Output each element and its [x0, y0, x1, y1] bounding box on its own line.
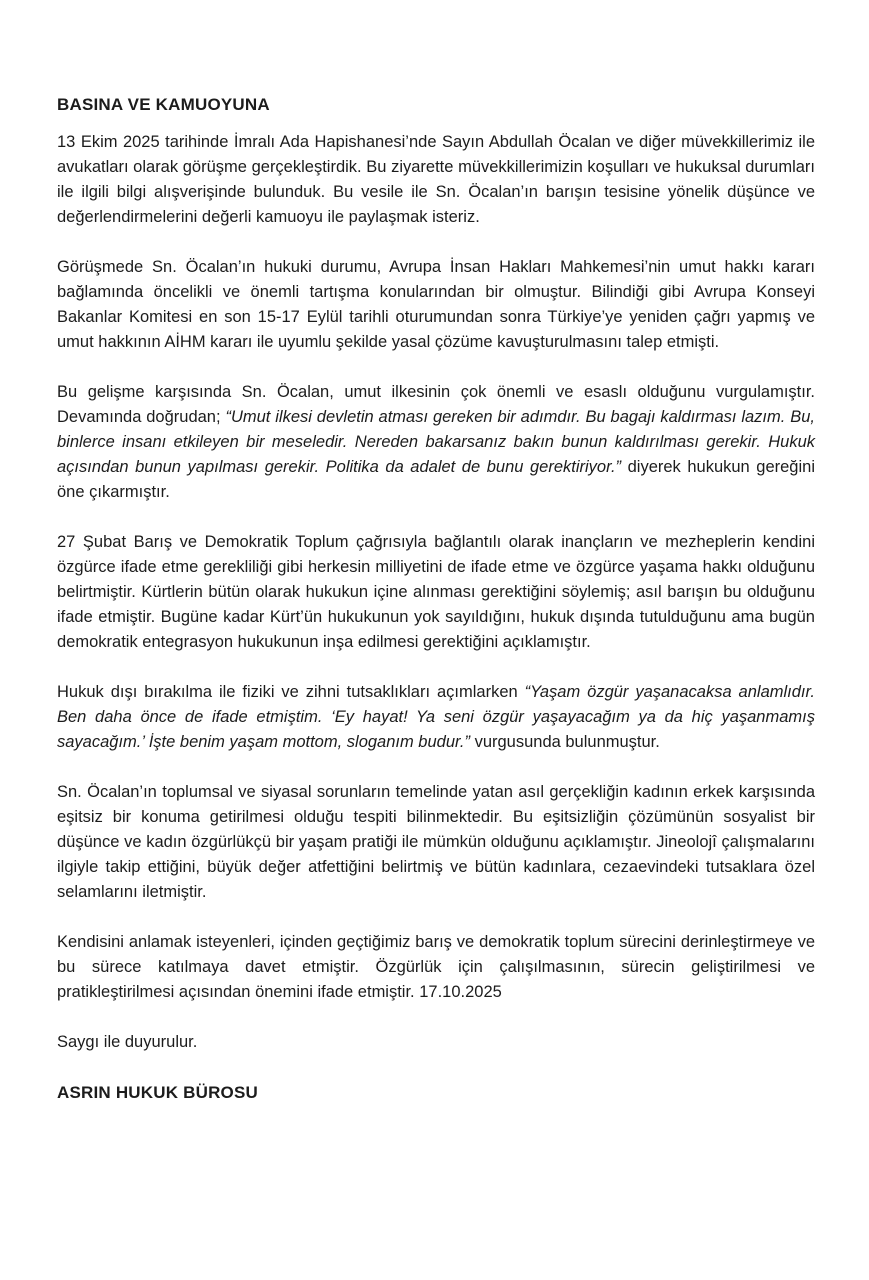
signature-line: ASRIN HUKUK BÜROSU — [57, 1083, 258, 1102]
quoted-text: “Yaşam özgür yaşanacaksa anlamlıdır. Ben daha önce de ifade etmiştim. ‘Ey hayat! Ya seni özgür yaşayacağım ya da hiç yaşanmamış sayacağım.’ İşte benim yaşam mottom, sloganım budur.” — [57, 683, 815, 751]
paragraph-legal-status — [57, 255, 815, 355]
paragraph-invitation-date — [57, 930, 815, 1005]
paragraph-february-call — [57, 530, 815, 655]
closing-line: Saygı ile duyurulur. — [57, 1033, 198, 1051]
paragraph-text: 27 Şubat Barış ve Demokratik Toplum çağrısıyla bağlantılı olarak inançların ve mezheplerin kendini özgürce ifade etme gerekliliği gibi herkesin milliyetini de ifade etme ve özgürce yaşama hakkı olduğunu belirtmiştir. Kürtlerin bütün olarak hukukun içine alınması gerektiğini söylemiş; asıl barışın bu olduğunu ifade etmiştir. Bugüne kadar Kürt’ün hukukunun yok sayıldığını, hukuk dışında tutulduğunu ama bugün demokratik entegrasyon hukukunun inşa edilmesi gerektiğini açıklamıştır. — [57, 533, 815, 651]
paragraph-text: vurgusunda bulunmuştur. — [469, 733, 660, 751]
paragraph-visit — [57, 130, 815, 230]
quoted-text: “Umut ilkesi devletin atması gereken bir adımdır. Bu bagajı kaldırması lazım. Bu, binlerce insanı etkileyen bir meseledir. Nereden bakarsanız bakın bunun kaldırılması gerekir. Hukuk açısından bunun yapılması gerekir. Politika da adalet de bunu gerektiriyor.” — [57, 408, 815, 476]
paragraph-text: diyerek hukukun gereğini öne çıkarmıştır. — [57, 458, 815, 501]
paragraph-text: Kendisini anlamak isteyenleri, içinden geçtiğimiz barış ve demokratik toplum sürecini derinleştirmeye ve bu sürece katılmaya davet etmiştir. Özgürlük için çalışılmasının, sürecin geliştirilmesi ve pratikleştirilmesi açısından önemini ifade etmiştir. 17.10.2025 — [57, 933, 815, 1001]
paragraph-hope-principle — [57, 380, 815, 505]
paragraph-text: 13 Ekim 2025 tarihinde İmralı Ada Hapishanesi’nde Sayın Abdullah Öcalan ve diğer müvekkillerimiz ile avukatları olarak görüşme gerçekleştirdik. Bu ziyarette müvekkillerimizin koşulları ve hukuksal durumları ile ilgili bilgi alışverişinde bulunduk. Bu vesile ile Sn. Öcalan’ın barışın tesisine yönelik düşünce ve değerlendirmelerini değerli kamuoyu ile paylaşmak isteriz. — [57, 133, 815, 226]
paragraph-women-equality — [57, 780, 815, 905]
paragraph-text: Bu gelişme karşısında Sn. Öcalan, umut ilkesinin çok önemli ve esaslı olduğunu vurgulamıştır. Devamında doğrudan; — [57, 383, 815, 426]
paragraph-text: Hukuk dışı bırakılma ile fiziki ve zihni tutsaklıkları açımlarken — [57, 683, 525, 701]
paragraph-text: Sn. Öcalan’ın toplumsal ve siyasal sorunların temelinde yatan asıl gerçekliğin kadının erkek karşısında eşitsiz bir konuma getirilmesi olduğu tespiti bilinmektedir. Bu eşitsizliğin çözümünün sosyalist bir düşünce ve kadın özgürlükçü bir yaşam pratiği ile mümkün olduğunu açıklamıştır. Jineolojî çalışmalarını ilgiyle takip ettiğini, büyük değer atfettiğini belirtmiş ve bütün kadınlara, cezaevindeki tutsaklara özel selamlarını iletmiştir. — [57, 783, 815, 901]
paragraph-freedom-quote — [57, 680, 815, 755]
paragraph-text: Görüşmede Sn. Öcalan’ın hukuki durumu, Avrupa İnsan Hakları Mahkemesi’nin umut hakkı kararı bağlamında öncelikli ve önemli tartışma konularından bir olmuştur. Bilindiği gibi Avrupa Konseyi Bakanlar Komitesi en son 15-17 Eylül tarihli oturumundan sonra Türkiye’ye yeniden çağrı yapmış ve umut hakkının AİHM kararı ile uyumlu şekilde yasal çözüme kavuşturulmasını talep etmişti. — [57, 258, 815, 351]
document-title: BASINA VE KAMUOYUNA — [57, 95, 270, 114]
